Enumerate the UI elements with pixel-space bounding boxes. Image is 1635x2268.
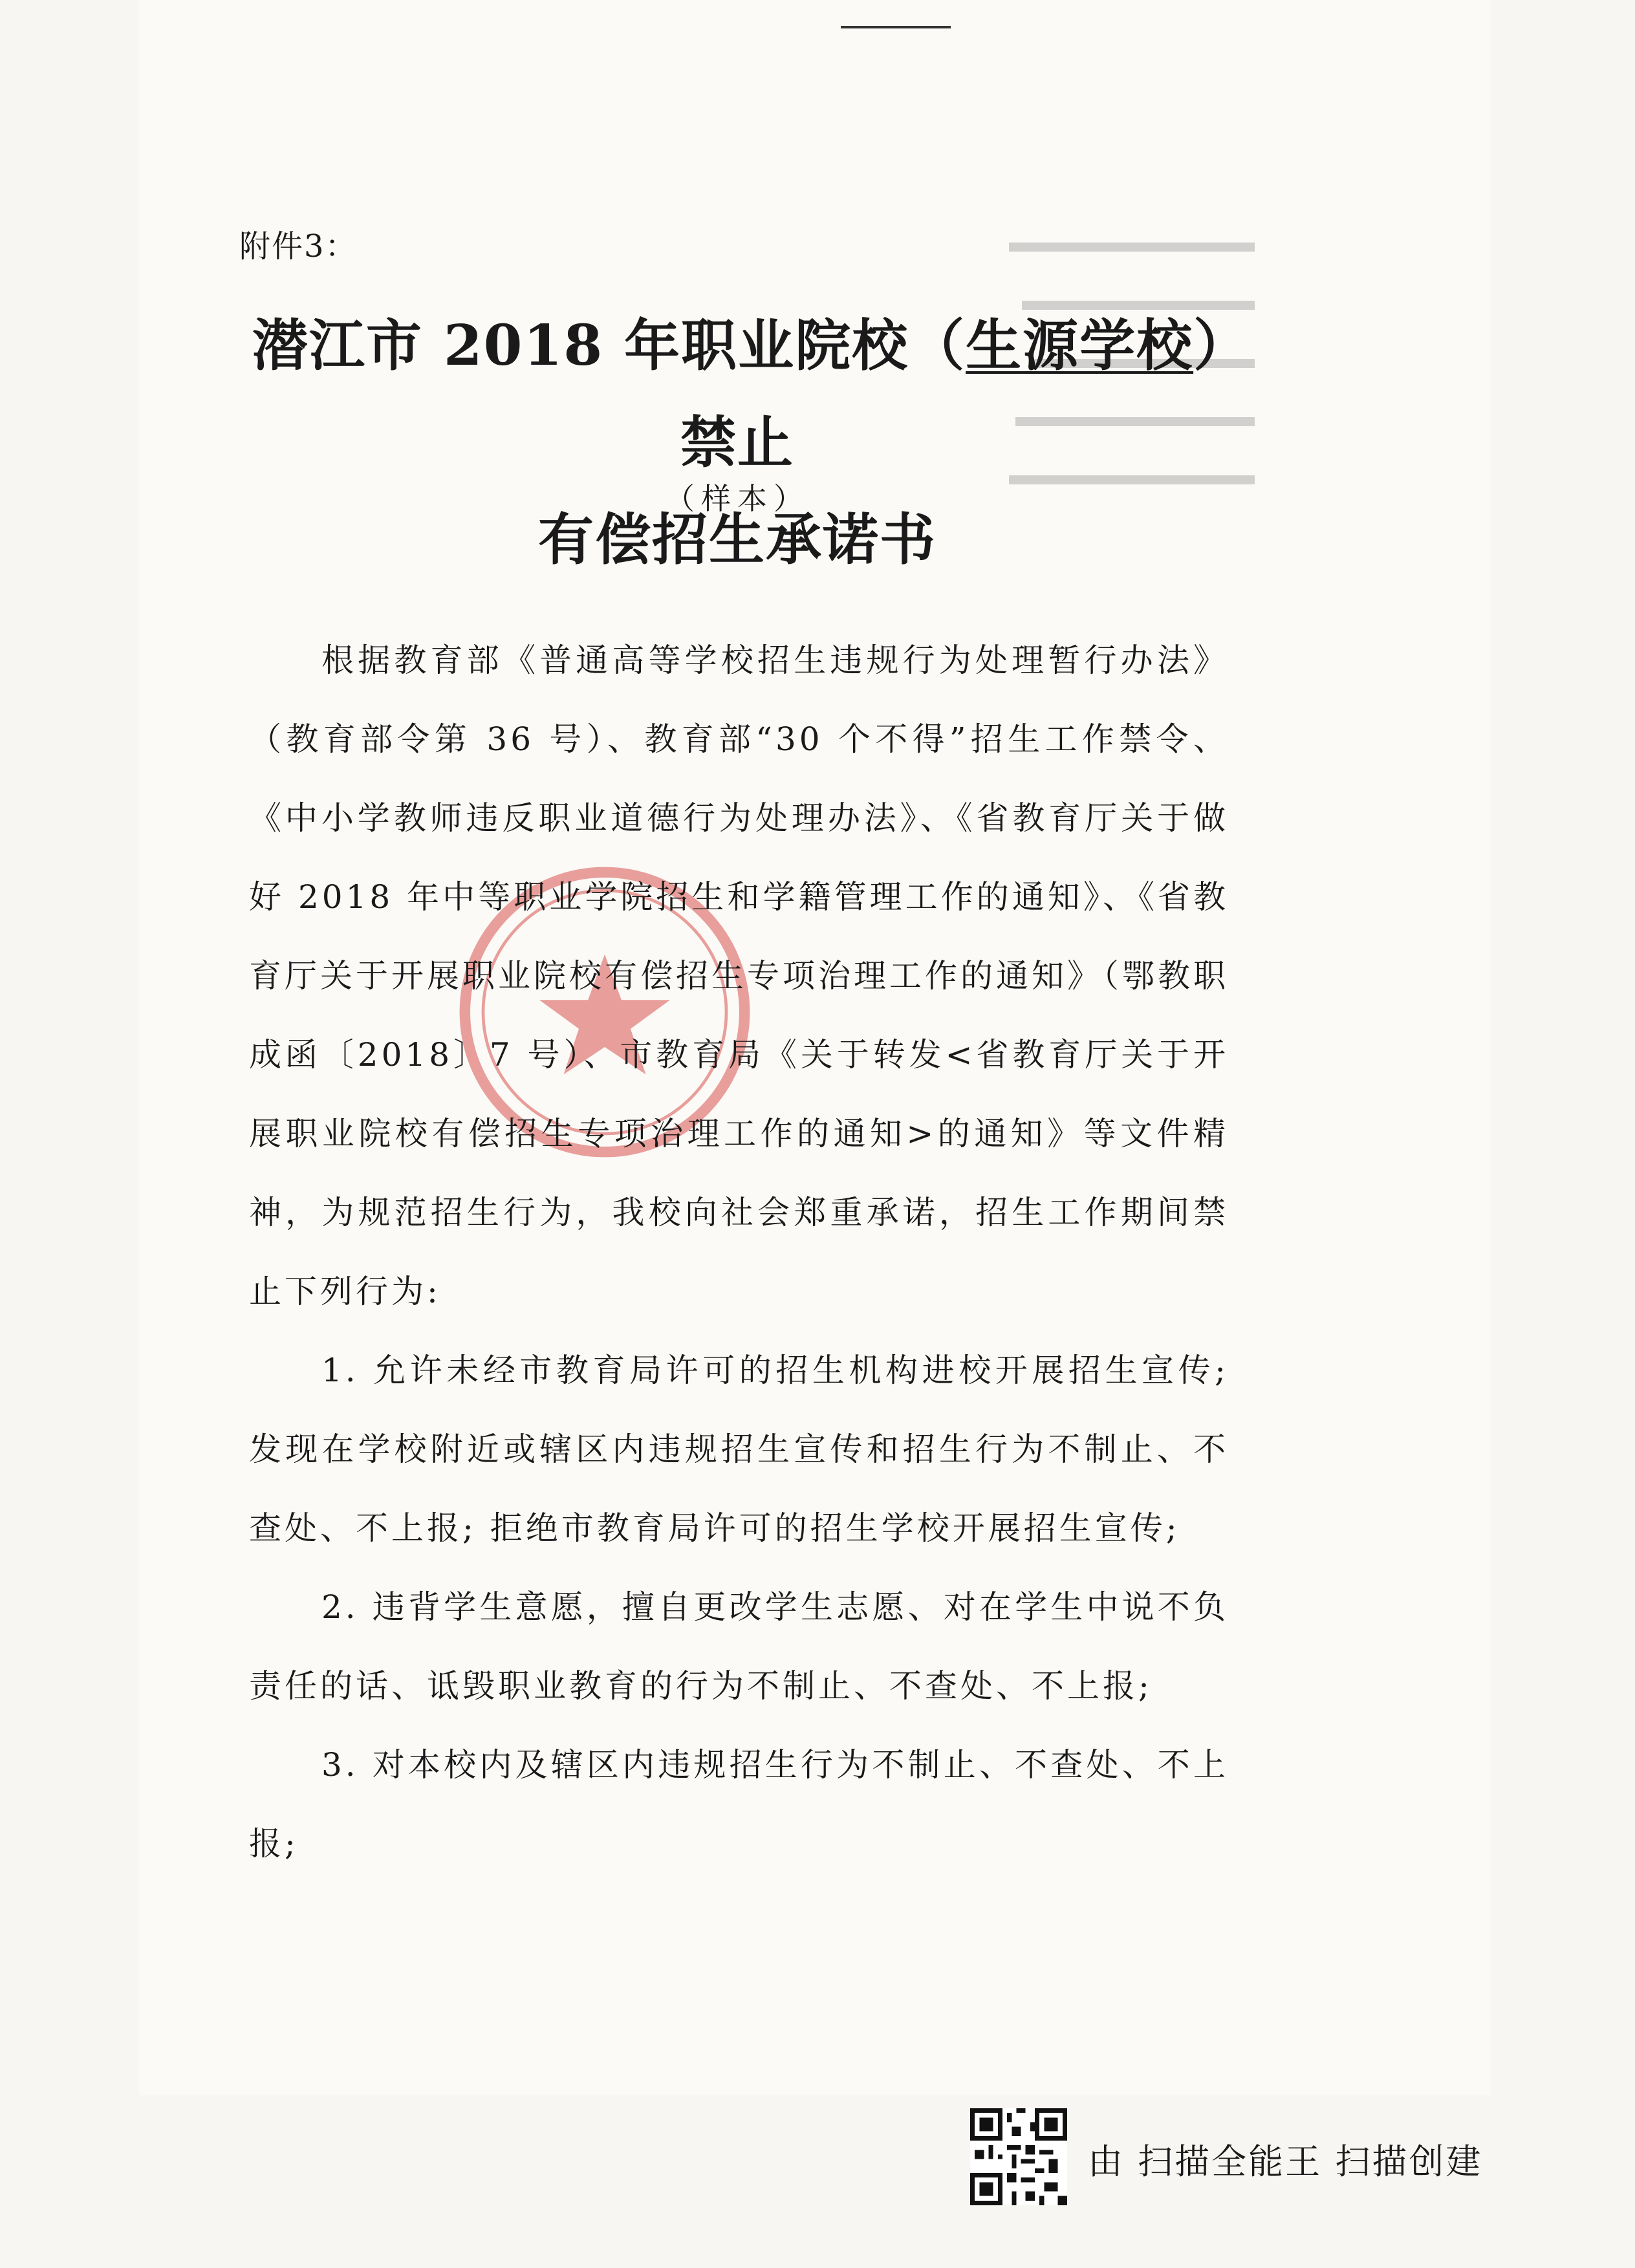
document-body: [249, 621, 1229, 1883]
qr-code-icon: [970, 2108, 1067, 2205]
paragraph-intro: 根据教育部《普通高等学校招生违规行为处理暂行办法》（教育部令第 36 号）、教育部“30 个不得”招生工作禁令、《中小学教师违反职业道德行为处理办法》、《省教育厅关于做好 2018 年中等职业学院招生和学籍管理工作的通知》、《省教育厅关于开展职业院校有偿招生专项治理工作的通知》（鄂教职成函〔2018〕7 号）、市教育局《关于转发<省教育厅关于开展职业院校有偿招生专项治理工作的通知>的通知》等文件精神，为规范招生行为，我校向社会郑重承诺，招生工作期间禁止下列行为:: [249, 642, 1229, 1310]
document-title: [239, 297, 1235, 589]
paragraph-item-2: 2. 违背学生意愿，擅自更改学生志愿、对在学生中说不负责任的话、诋毁职业教育的行为不制止、不查处、不上报;: [249, 1588, 1229, 1705]
scanner-footer: [970, 2108, 1552, 2212]
paragraph-item-1: 1. 允许未经市教育局许可的招生机构进校开展招生宣传; 发现在学校附近或辖区内违规招生宣传和招生行为不制止、不查处、不上报; 拒绝市教育局许可的招生学校开展招生宣传;: [249, 1352, 1229, 1547]
title-line-2: 有偿招生承诺书: [538, 507, 937, 572]
attachment-label: 附件3：: [239, 228, 358, 265]
scan-edge-mark: [841, 26, 951, 28]
paragraph-item-3: 3. 对本校内及辖区内违规招生行为不制止、不查处、不上报;: [249, 1746, 1229, 1863]
document-subtitle: （样本）: [665, 481, 810, 516]
title-line-1: 潜江市 2018 年职业院校（生源学校）禁止: [252, 313, 1223, 475]
title-underlined-text: 生源学校: [966, 313, 1194, 378]
scan-credit-text: 由 扫描全能王 扫描创建: [1088, 2141, 1483, 2182]
